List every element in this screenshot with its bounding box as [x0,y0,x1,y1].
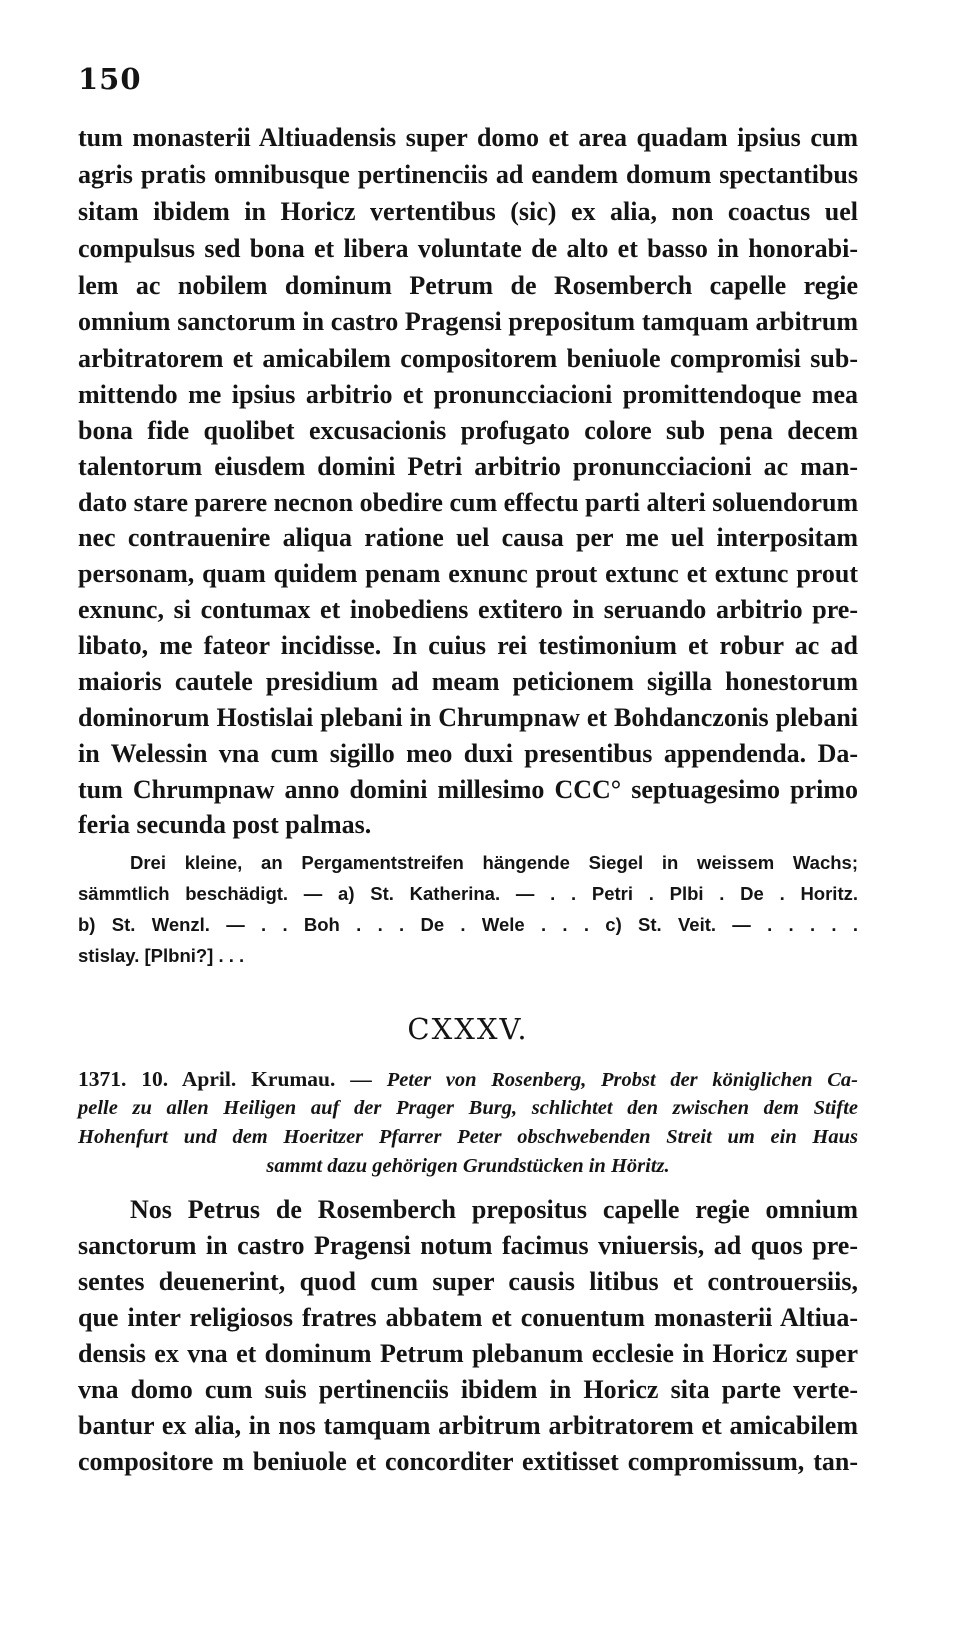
text-line: dominorum Hostislai plebani in Chrumpnaw et Bohdanczonis plebani [78,703,858,732]
regest-line [78,1065,858,1094]
text-line: densis ex vna et dominum Petrum plebanum ecclesie in Horicz super [78,1339,858,1368]
text-line: vna domo cum suis pertinenciis ibidem in Horicz sita parte verte- [78,1375,858,1404]
text-line: mittendo me ipsius arbitrio et pronuncciacioni promittendoque mea [78,380,858,409]
text-line: omnium sanctorum in castro Pragensi prepositum tamquam arbitrum [78,307,858,336]
page-number: 150 [78,62,142,96]
text-line: compositore m beniuole et concorditer extitisset compromissum, tan- [78,1447,858,1476]
text-line: Nos Petrus de Rosemberch prepositus capelle regie omnium [130,1195,858,1224]
text-line: libato, me fateor incidisse. In cuius rei testimonium et robur ac ad [78,631,858,660]
text-line: bona fide quolibet excusacionis profugato colore sub pena decem [78,416,858,445]
text-line: feria secunda post palmas. [78,810,372,839]
regest-dash: — [335,1067,387,1091]
text-line: personam, quam quidem penam exnunc prout extunc et extunc prout [78,559,858,588]
regest-line: sammt dazu gehörigen Grundstücken in Höritz. [266,1155,670,1177]
text-line: arbitratorem et amicabilem compositorem beniuole compromisi sub- [78,344,858,373]
text-line: lem ac nobilem dominum Petrum de Rosemberch capelle regie [78,271,858,300]
text-line: dato stare parere necnon obedire cum effectu parti alteri soluendorum [78,488,859,517]
text-line: compulsus sed bona et libera voluntate de alto et basso in honorabi- [78,234,858,263]
text-line: talentorum eiusdem domini Petri arbitrio pronuncciacioni ac man- [78,452,858,481]
regest-date-place: 1371. 10. April. Krumau. [78,1067,336,1091]
note-line: sämmtlich beschädigt. — a) St. Katherina. — . . Petri . Plbi . De . Horitz. [78,883,858,904]
regest-text: Peter von Rosenberg, Probst der königlichen Ca- [386,1069,858,1091]
text-line: que inter religiosos fratres abbatem et conuentum monasterii Altiua- [78,1303,858,1332]
text-line: exnunc, si contumax et inobediens extitero in seruando arbitrio pre- [78,595,858,624]
text-line: tum monasterii Altiuadensis super domo et area quadam ipsius cum [78,123,858,152]
note-line: stislay. [Plbni?] . . . [78,945,245,966]
text-line: sitam ibidem in Horicz vertentibus (sic) ex alia, non coactus uel [78,197,858,226]
regest-line: pelle zu allen Heiligen auf der Prager Burg, schlichtet den zwischen dem Stifte [78,1097,858,1119]
text-line: agris pratis omnibusque pertinenciis ad eandem domum spectantibus [78,160,858,189]
text-line: in Welessin vna cum sigillo meo duxi presentibus appendenda. Da- [78,739,858,768]
regest-line: Hohenfurt und dem Hoeritzer Pfarrer Peter obschwebenden Streit um ein Haus [78,1126,858,1148]
document-number-heading: CXXXV. [407,1012,529,1046]
text-line: nec contrauenire aliqua ratione uel causa per me uel interpositam [78,523,858,552]
text-line: sanctorum in castro Pragensi notum facimus vniuersis, ad quos pre- [78,1231,858,1260]
text-line: sentes deuenerint, quod cum super causis litibus et controuersiis, [78,1267,858,1296]
text-line: tum Chrumpnaw anno domini millesimo CCC° septuagesimo primo [78,775,858,804]
note-line: Drei kleine, an Pergamentstreifen hängende Siegel in weissem Wachs; [130,852,858,873]
text-line: bantur ex alia, in nos tamquam arbitrum arbitratorem et amicabilem [78,1411,858,1440]
text-line: maioris cautele presidium ad meam peticionem sigilla honestorum [78,667,858,696]
note-line: b) St. Wenzl. — . . Boh . . . De . Wele . . . c) St. Veit. — . . . . . [78,914,858,935]
